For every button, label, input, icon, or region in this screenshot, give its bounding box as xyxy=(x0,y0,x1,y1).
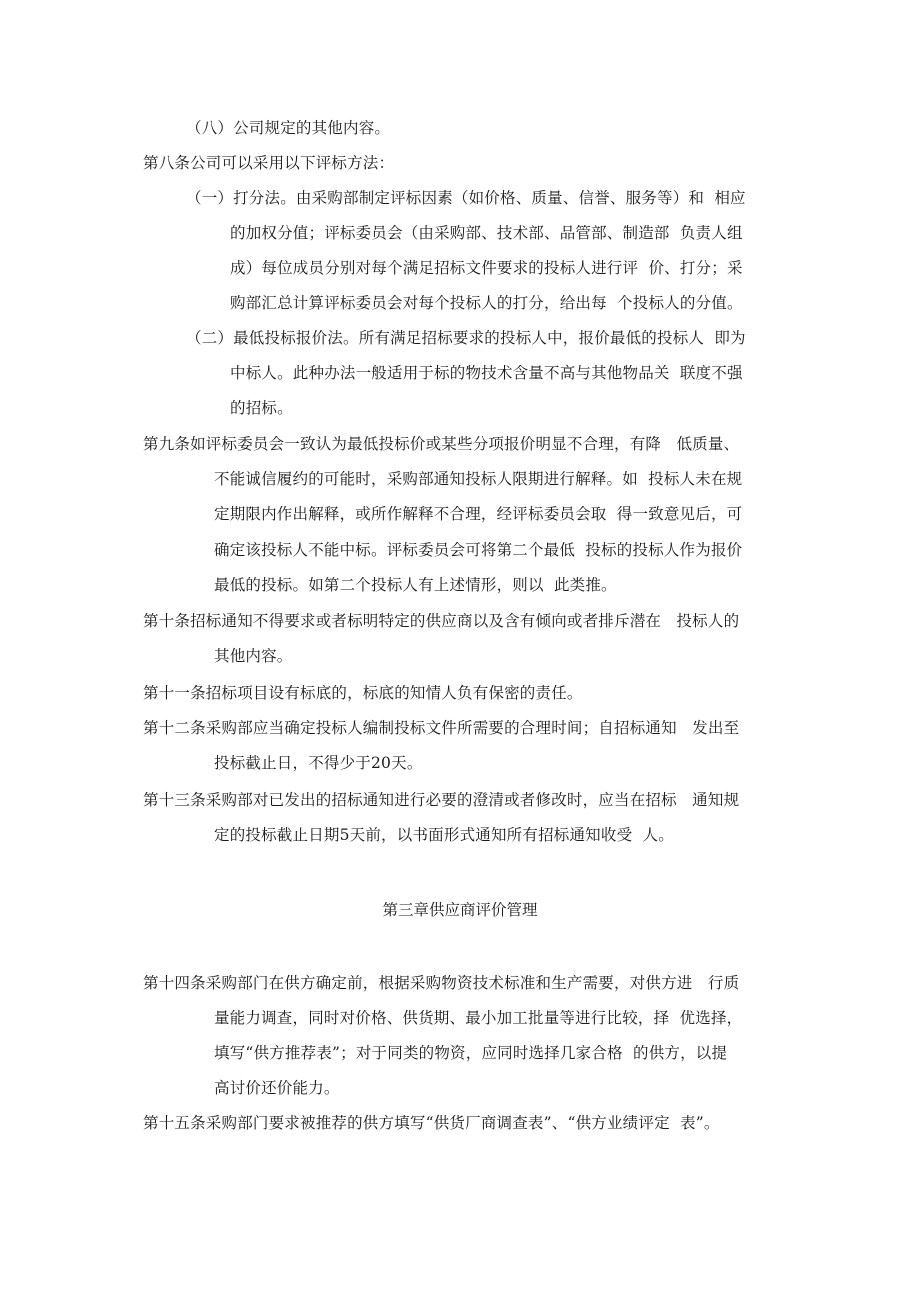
text-line: 第九条如评标委员会一致认为最低投标价或某些分项报价明显不合理，有降 低质量、 xyxy=(143,435,740,453)
chapter-heading: 第三章供应商评价管理 xyxy=(382,901,538,919)
text-line: 第十二条采购部应当确定投标人编制投标文件所需要的合理时间；自招标通知 发出至 xyxy=(143,719,740,737)
text-line: 第十条招标通知不得要求或者标明特定的供应商以及含有倾向或者排斥潜在 投标人的 xyxy=(143,612,740,630)
text-line: 定期限内作出解释，或所作解释不合理，经评标委员会取 得一致意见后，可 xyxy=(214,505,743,523)
text-line: 不能诚信履约的可能时，采购部通知投标人限期进行解释。如 投标人未在规 xyxy=(214,470,743,488)
text-line: 高讨价还价能力。 xyxy=(214,1079,340,1097)
text-line: 第十三条采购部对已发出的招标通知进行必要的澄清或者修改时，应当在招标 通知规 xyxy=(143,791,740,809)
text-line: 填写“供方推荐表”；对于同类的物资，应同时选择几家合格 的供方，以提 xyxy=(214,1044,728,1062)
text-line: 第十五条采购部门要求被推荐的供方填写“供货厂商调查表”、“供方业绩评定 表”。 xyxy=(143,1114,720,1132)
text-line: （八）公司规定的其他内容。 xyxy=(186,119,391,137)
text-line: 确定该投标人不能中标。评标委员会可将第二个最低 投标的投标人作为报价 xyxy=(214,541,743,559)
text-line: 成）每位成员分别对每个满足招标文件要求的投标人进行评 价、打分；采 xyxy=(230,259,743,277)
text-line: 第十一条招标项目设有标底的，标底的知情人负有保密的责任。 xyxy=(143,684,583,702)
text-line: （一）打分法。由采购部制定评标因素（如价格、质量、信誉、服务等）和 相应 xyxy=(186,189,746,207)
text-line: （二）最低投标报价法。所有满足招标要求的投标人中，报价最低的投标人 即为 xyxy=(186,329,746,347)
text-line: 的招标。 xyxy=(230,399,293,417)
text-line: 第八条公司可以采用以下评标方法： xyxy=(143,154,395,172)
text-line: 投标截止日，不得少于20天。 xyxy=(214,754,423,772)
text-line: 第十四条采购部门在供方确定前，根据采购物资技术标准和生产需要，对供方进 行质 xyxy=(143,974,740,992)
text-line: 中标人。此种办法一般适用于标的物技术含量不高与其他物品关 联度不强 xyxy=(230,364,743,382)
text-line: 购部汇总计算评标委员会对每个投标人的打分，给出每 个投标人的分值。 xyxy=(230,294,743,312)
text-line: 定的投标截止日期5天前，以书面形式通知所有招标通知收受 人。 xyxy=(214,826,674,844)
text-line: 其他内容。 xyxy=(214,647,293,665)
text-line: 最低的投标。如第二个投标人有上述情形，则以 此类推。 xyxy=(214,576,617,594)
text-line: 量能力调查，同时对价格、供货期、最小加工批量等进行比较，择 优选择， xyxy=(214,1009,743,1027)
text-line: 的加权分值；评标委员会（由采购部、技术部、品管部、制造部 负责人组 xyxy=(230,224,743,242)
